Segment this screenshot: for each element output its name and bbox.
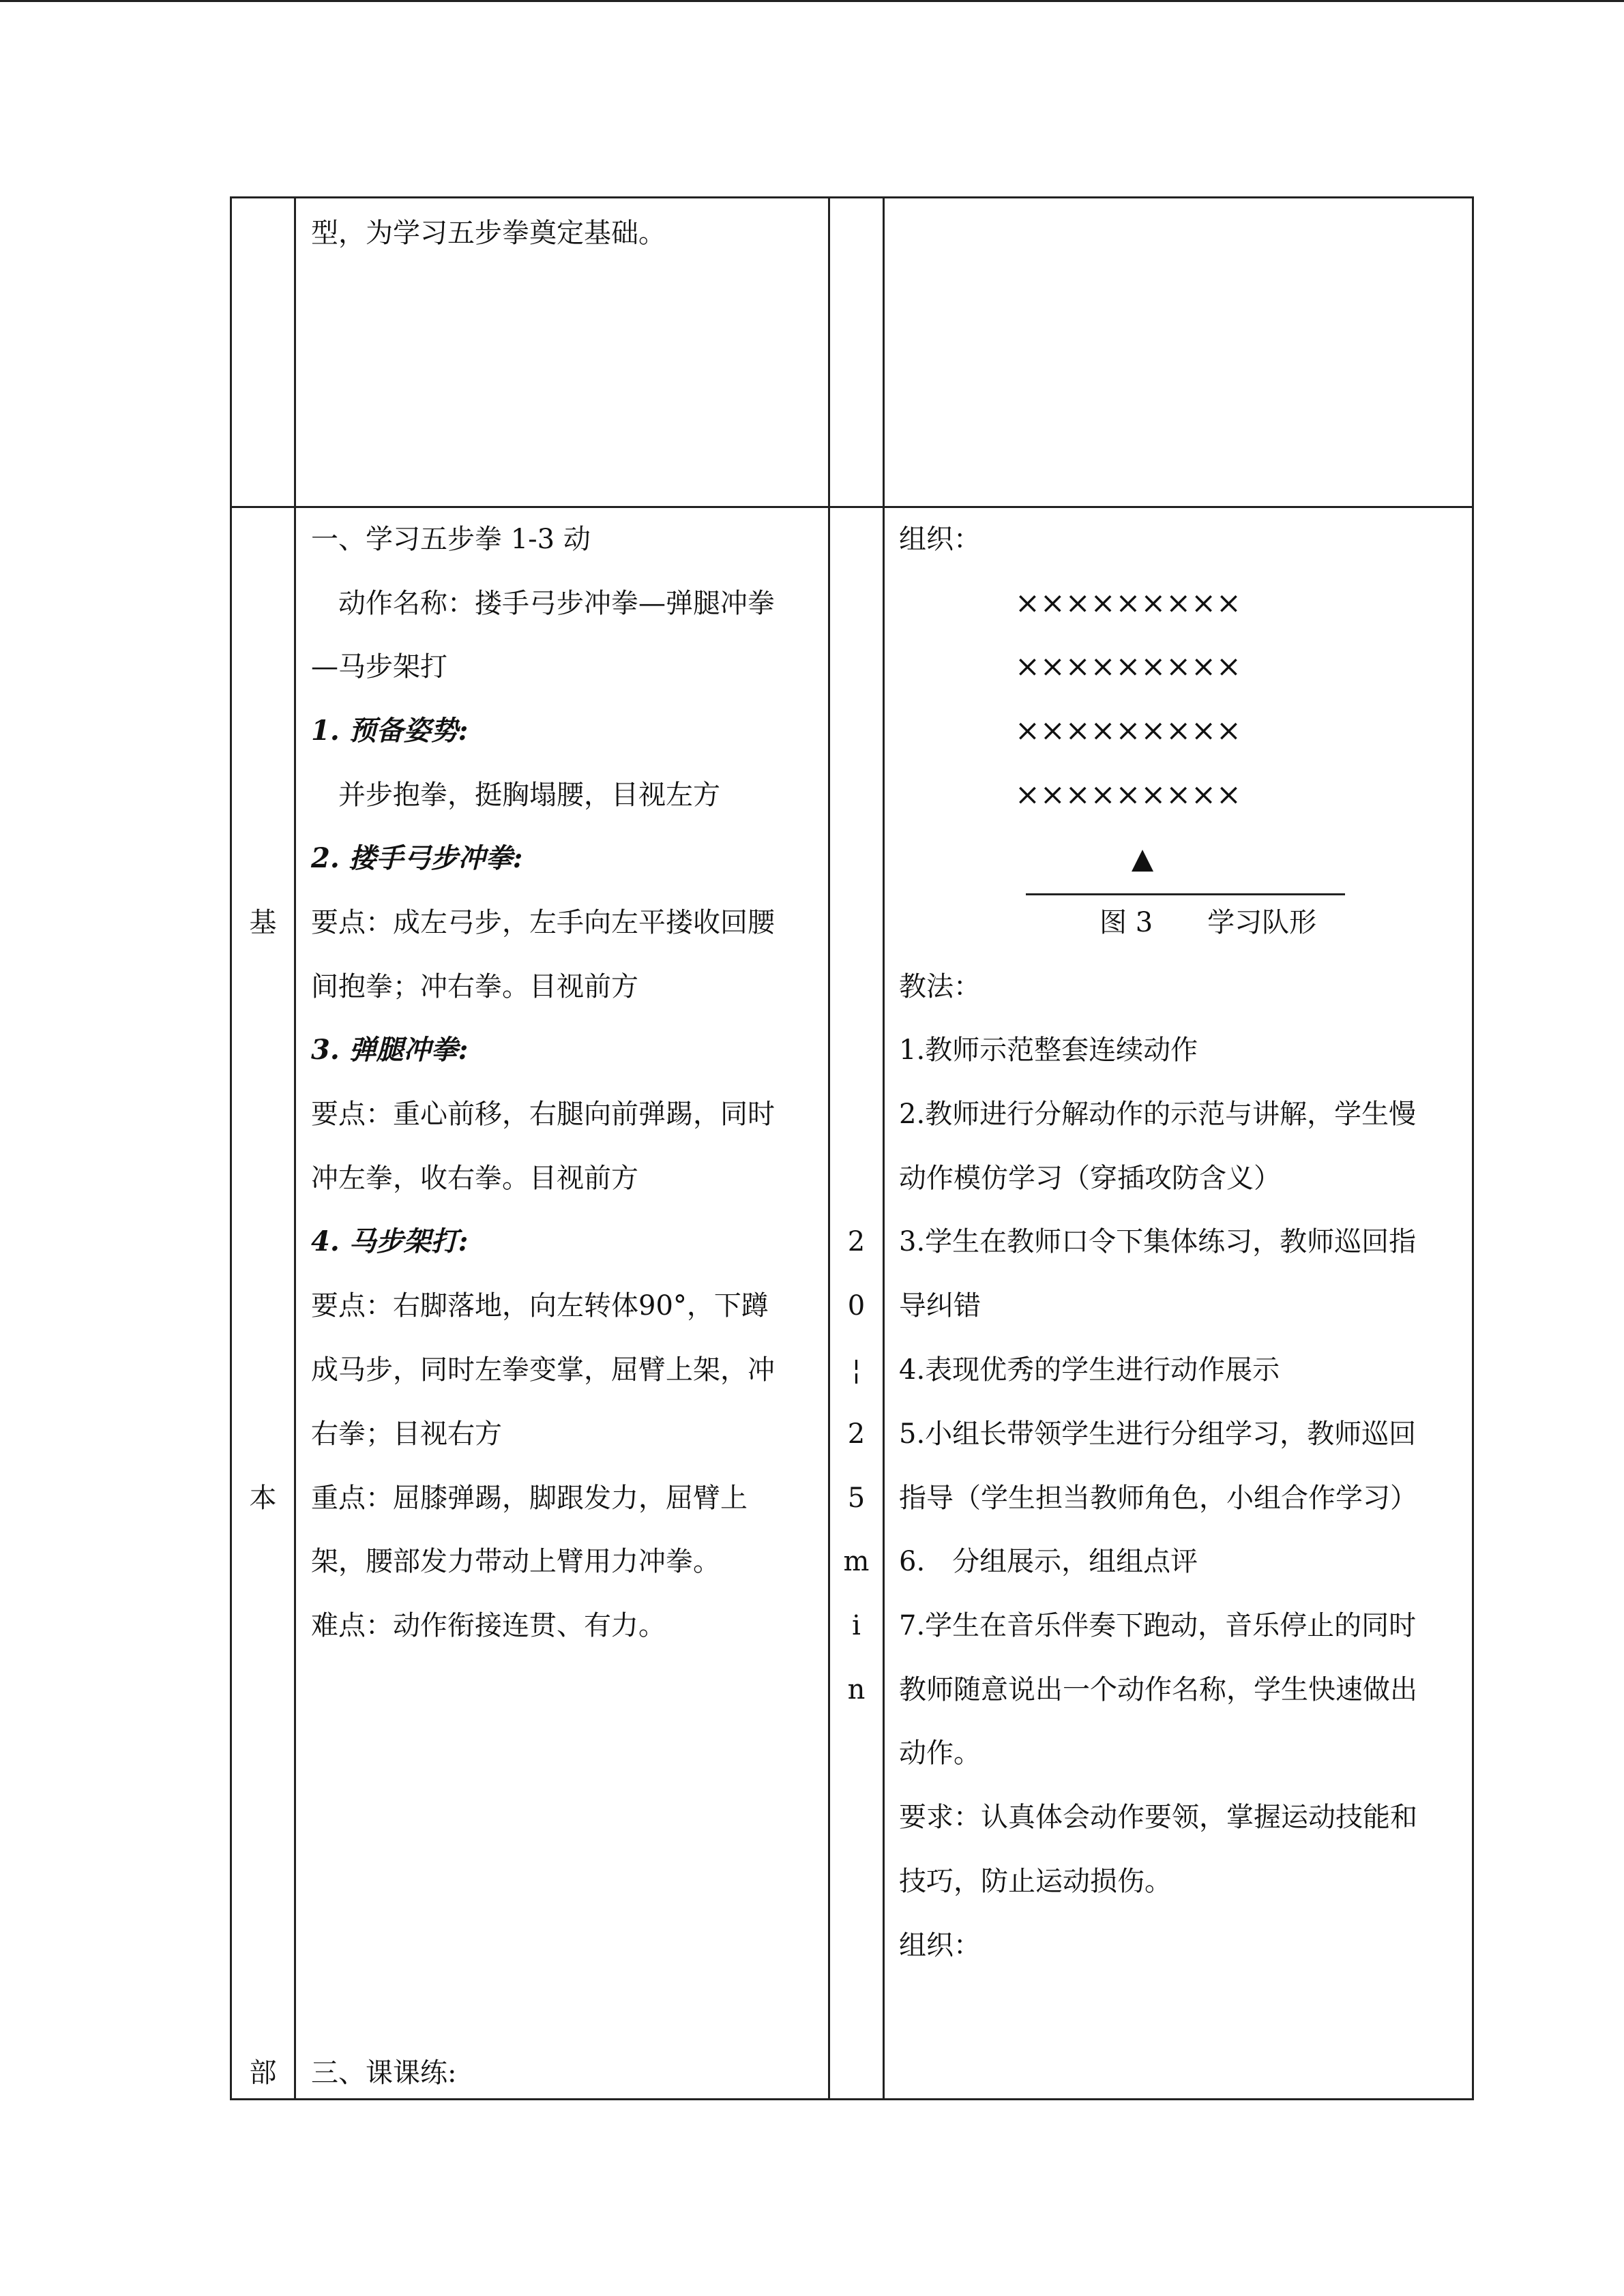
time-char: n [847, 1674, 866, 1705]
content-line: 并步抱拳，挺胸塌腰，目视左方 [338, 779, 720, 811]
time-char: 0 [847, 1290, 866, 1322]
time-char: 2 [847, 1418, 866, 1450]
figure-caption: 图 3 学习队形 [1099, 907, 1317, 938]
teacher-triangle-icon: ▲ [1131, 841, 1154, 875]
content-line: 难点：动作衔接连贯、有力。 [311, 1610, 666, 1641]
formation-row: ××××××××× [1015, 586, 1241, 621]
content-line: 间抱拳；冲右拳。目视前方 [311, 971, 638, 1002]
content-line: 三、课课练: [311, 2057, 457, 2089]
content-line: 架，腰部发力带动上臂用力冲拳。 [311, 1546, 720, 1577]
formation-row: ××××××××× [1015, 713, 1241, 748]
content-heading: 3. 弹腿冲拳: [311, 1034, 469, 1066]
method-step: 4.表现优秀的学生进行动作展示 [899, 1354, 1280, 1386]
content-line: 成马步，同时左拳变掌，屈臂上架，冲 [311, 1354, 775, 1386]
table-top-border [230, 196, 1474, 198]
method-step: 教师随意说出一个动作名称，学生快速做出 [899, 1674, 1417, 1705]
method-step: 组织： [899, 1930, 981, 1961]
method-step: 3.学生在教师口令下集体练习，教师巡回指 [899, 1226, 1417, 1257]
content-heading: 4. 马步架打: [311, 1225, 469, 1257]
time-char: m [843, 1546, 870, 1577]
formation-row: ××××××××× [1015, 777, 1241, 812]
content-line: —马步架打 [311, 651, 447, 683]
time-char: i [852, 1610, 861, 1641]
method-step: 动作。 [899, 1738, 981, 1769]
org-label: 组织： [899, 524, 981, 555]
col-border-3 [828, 196, 830, 2100]
method-step: 5.小组长带领学生进行分组学习，教师巡回 [899, 1418, 1417, 1450]
content-line: 重点：屈膝弹踢，脚跟发力，屈臂上 [311, 1482, 748, 1514]
page-top-border [0, 0, 1624, 2]
method-step: 6. 分组展示，组组点评 [899, 1546, 1198, 1577]
method-step: 1.教师示范整套连续动作 [899, 1034, 1198, 1066]
content-heading: 2. 搂手弓步冲拳: [311, 842, 523, 874]
part-char-3: 部 [249, 2057, 277, 2089]
content-line: 冲左拳，收右拳。目视前方 [311, 1163, 638, 1194]
content-line: 要点：右脚落地，向左转体90°，下蹲 [311, 1290, 769, 1322]
content-heading: 1. 预备姿势: [311, 715, 469, 747]
content-line: 要点：重心前移，右腿向前弹踢，同时 [311, 1099, 775, 1130]
col-border-left [230, 196, 232, 2100]
content-line: 一、学习五步拳 1-3 动 [311, 524, 591, 555]
content-line: 动作名称：搂手弓步冲拳—弹腿冲拳 [338, 588, 775, 619]
row1-content-text: 型，为学习五步拳奠定基础。 [311, 218, 666, 249]
method-step: 技巧，防止运动损伤。 [899, 1866, 1172, 1897]
part-char-2: 本 [249, 1482, 277, 1514]
content-line: 要点：成左弓步，左手向左平搂收回腰 [311, 907, 775, 938]
formation-row: ××××××××× [1015, 649, 1241, 684]
col-border-4 [883, 196, 885, 2100]
method-step: 2.教师进行分解动作的示范与讲解，学生慢 [899, 1099, 1417, 1130]
time-char: 2 [847, 1226, 866, 1257]
col-border-right [1472, 196, 1474, 2100]
method-step: 动作模仿学习（穿插攻防含义） [899, 1163, 1281, 1194]
method-step: 要求：认真体会动作要领，掌握运动技能和 [899, 1802, 1417, 1833]
part-char-1: 基 [249, 907, 277, 938]
teach-label: 教法： [899, 971, 981, 1002]
content-line: 右拳；目视右方 [311, 1418, 502, 1450]
col-border-2 [294, 196, 296, 2100]
method-step: 7.学生在音乐伴奏下跑动，音乐停止的同时 [899, 1610, 1417, 1641]
method-step: 导纠错 [899, 1290, 981, 1322]
time-char: ¦ [851, 1354, 861, 1386]
method-step: 指导（学生担当教师角色，小组合作学习） [899, 1482, 1417, 1514]
time-char: 5 [847, 1482, 866, 1514]
